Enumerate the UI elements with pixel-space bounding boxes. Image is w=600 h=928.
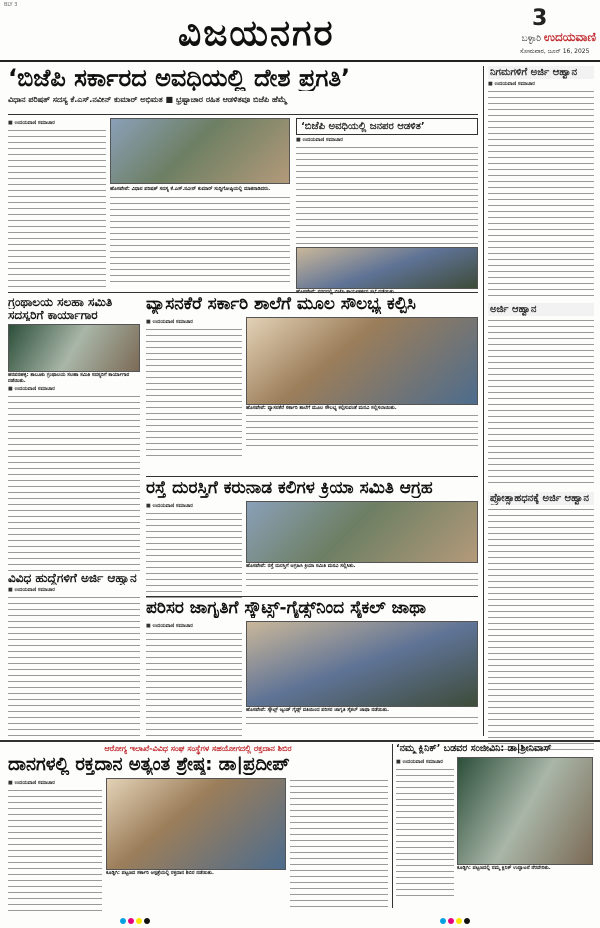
scouts-byline: ■ ಉದಯವಾಣಿ ಸಮಾಚಾರ [146,622,193,629]
scouts-photo [246,621,478,707]
issue-date: ಸೋಮವಾರ, ಜೂನ್ 16, 2025 [520,48,590,55]
library-byline: ■ ಉದಯವಾಣಿ ಸಮಾಚಾರ [8,386,55,393]
school-photo [246,317,478,405]
right-box2-title: ಅರ್ಜಿ ಆಹ್ವಾನ [488,303,594,316]
applications-byline: ■ ಉದಯವಾಣಿ ಸಮಾಚಾರ [8,586,55,593]
clinic-photo-caption: ಕೂಡ್ಲಿಗಿ: ಪಟ್ಟಣದಲ್ಲಿ ನಮ್ಮ ಕ್ಲಿನಿಕ್ ಉದ್ಘಾಟನೆ ನೆರವೇರಿತು. [457,864,551,871]
clinic-photo [457,757,593,865]
applications-headline: ವಿವಿಧ ಹುದ್ದೆಗಳಿಗೆ ಅರ್ಜಿ ಆಹ್ವಾನ [8,572,137,585]
lead-photo [110,118,290,184]
edition-code: BLY 3 [4,2,18,8]
right-byline: ■ ಉದಯವಾಣಿ ಸಮಾಚಾರ [488,81,535,87]
masthead [0,0,600,62]
blood-headline: ದಾನಗಳಲ್ಲಿ ರಕ್ತದಾನ ಅತ್ಯಂತ ಶ್ರೇಷ್ಠ: ಡಾ|ಪ್ರದೀಪ್ [8,756,290,775]
lead-body-text [8,128,106,298]
lead-story [8,66,478,105]
clinic-story [396,744,594,897]
library-photo [8,324,140,372]
applications-text [8,595,140,747]
blood-photo-caption: ಕೂಡ್ಲಿಗಿ: ಪಟ್ಟಣದ ಸರ್ಕಾರಿ ಆಸ್ಪತ್ರೆಯಲ್ಲಿ ರಕ್ತದಾನ ಶಿಬಿರ ನಡೆಯಿತು. [106,869,214,876]
color-registration-marks-2 [440,918,470,924]
library-photo-caption: ಹರಪನಹಳ್ಳಿ: ತಾಲೂಕು ಗ್ರಂಥಾಲಯ ಸಲಹಾ ಸಮಿತಿ ಸದಸ್ಯರಿಗೆ ಕಾರ್ಯಾಗಾರ ನಡೆಯಿತು. [8,372,130,385]
quote-box-byline: ■ ಉದಯವಾಣಿ ಸಮಾಚಾರ [296,137,343,143]
school-byline: ■ ಉದಯವಾಣಿ ಸಮಾಚಾರ [146,318,193,325]
right-box2-text [488,318,594,488]
lead-col-1 [8,118,106,298]
lead-body-text-2 [110,195,290,283]
library-headline-1: ಗ್ರಂಥಾಲಯ ಸಲಹಾ ಸಮಿತಿ [8,296,113,309]
quote-box [296,118,478,295]
clinic-headline: ‘ನಮ್ಮ ಕ್ಲಿನಿಕ್’ ಬಡವರ ಸಂಜೀವಿನಿ: ಡಾ|ಶ್ರೀನಿವಾಸ್ [396,744,552,754]
library-headline-2: ಸದಸ್ಯರಿಗೆ ಕಾರ್ಯಾಗಾರ [8,308,98,322]
clinic-byline: ■ ಉದಯವಾಣಿ ಸಮಾಚಾರ [396,758,443,765]
road-text [146,511,242,599]
right-box1-title: ನಿಗಮಗಳಿಗೆ ಅರ್ಜಿ ಆಹ್ವಾನ [488,66,594,79]
scouts-photo-caption: ಹೊಸಪೇಟೆ: ಸ್ಕೌಟ್ಸ್ ಆ್ಯಂಡ್ ಗೈಡ್ಸ್ ವತಿಯಿಂದ ಪರಿಸರ ಜಾಗೃತಿ ಸೈಕಲ್ ಜಾಥಾ ನಡೆಯಿತು. [246,706,390,713]
quote-box-text [296,145,478,245]
road-text-2 [246,571,478,589]
paper-prefix: ಬಳ್ಳಾರಿ [521,34,541,44]
road-photo [246,501,478,563]
lead-headline: ‘ಬಿಜೆಪಿ ಸರ್ಕಾರದ ಅವಧಿಯಲ್ಲಿ ದೇಶ ಪ್ರಗತಿ’ [8,66,351,92]
school-photo-caption: ಹೊಸಪೇಟೆ: ವ್ಯಾಸನಕೆರೆ ಸರ್ಕಾರಿ ಶಾಲೆಗೆ ಮೂಲ ಸೌಲಭ್ಯ ಕಲ್ಪಿಸುವಂತೆ ಮನವಿ ಸಲ್ಲಿಸಲಾಯಿತು. [246,404,397,411]
scouts-text [146,631,242,743]
blood-story [8,744,388,912]
school-text [146,327,242,457]
road-byline: ■ ಉದಯವಾಣಿ ಸಮಾಚಾರ [146,502,193,509]
road-story [146,480,478,599]
blood-text-2 [290,778,388,912]
scouts-text-2 [246,715,478,729]
paper-brand [500,30,596,45]
blood-banner: ಆರೋಗ್ಯ ಇಲಾಖೆ-ವಿವಿಧ ಸಂಘ ಸಂಸ್ಥೆಗಳ ಸಹಯೋಗದಲ್ಲಿ ರಕ್ತದಾನ ಶಿಬಿರ [104,744,292,753]
color-registration-marks [120,918,150,924]
library-text [8,394,140,576]
library-story [8,296,140,576]
blood-text [8,788,102,912]
clinic-text [396,767,454,897]
blood-byline: ■ ಉದಯವಾಣಿ ಸಮಾಚಾರ [8,779,55,786]
right-column [488,66,594,755]
section-title: ವಿಜಯನಗರ [178,12,335,54]
school-story [146,296,478,457]
road-headline: ರಸ್ತೆ ದುರಸ್ತಿಗೆ ಕರುನಾಡ ಕಲಿಗಳ ಕ್ರಿಯಾ ಸಮಿತಿ ಆಗ್ರಹ [146,480,433,498]
school-headline: ವ್ಯಾಸನಕೆರೆ ಸರ್ಕಾರಿ ಶಾಲೆಗೆ ಮೂಲ ಸೌಲಭ್ಯ ಕಲ್ಪಿಸಿ [146,296,416,314]
lead-photo-block [110,118,290,283]
scouts-headline: ಪರಿಸರ ಜಾಗೃತಿಗೆ ಸ್ಕೌಟ್ಸ್-ಗೈಡ್ಸ್‌ನಿಂದ ಸೈಕಲ್ ಜಾಥಾ [146,600,427,618]
lead-subhead: ವಿಧಾನ ಪರಿಷತ್ ಸದಸ್ಯ ಕೆ.ಎಸ್.ನವೀನ್ ಕುಮಾರ್ ಅಭಿಮತ ■ ಭ್ರಷ್ಟಾಚಾರ ರಹಿತ ಆಡಳಿತವೂ ಬಿಜೆಪಿ ಹೆಮ್ಮೆ [8,95,287,105]
quote-box-title: ‘ಬಿಜೆಪಿ ಅವಧಿಯಲ್ಲಿ ಜನಪರ ಆಡಳಿತ’ [296,118,478,135]
right-box3-text [488,507,594,755]
applications-story [8,572,140,747]
lead-photo-caption: ಹೊಸಪೇಟೆ: ವಿಧಾನ ಪರಿಷತ್ ಸದಸ್ಯ ಕೆ.ಎಸ್.ನವೀನ್ ಕುಮಾರ್ ಸುದ್ದಿಗೋಷ್ಠಿಯಲ್ಲಿ ಮಾತನಾಡಿದರು. [110,186,271,192]
right-box1-text [488,89,594,299]
lead-byline: ■ ಉದಯವಾಣಿ ಸಮಾಚಾರ [8,120,55,126]
page-number: 3 [532,6,548,31]
paper-name: ಉದಯವಾಣಿ [543,30,596,44]
school-text-2 [246,413,478,447]
quote-box-photo [296,247,478,289]
scouts-story [146,600,478,743]
road-photo-caption: ಹೊಸಪೇಟೆ: ರಸ್ತೆ ದುರಸ್ತಿಗೆ ಆಗ್ರಹಿಸಿ ಕ್ರಿಯಾ ಸಮಿತಿ ಮನವಿ ಸಲ್ಲಿಸಿತು. [246,562,356,569]
blood-photo [106,778,286,870]
right-box3-title: ಪ್ರೋತ್ಸಾಹಧನಕ್ಕೆ ಅರ್ಜಿ ಆಹ್ವಾನ [488,492,594,505]
